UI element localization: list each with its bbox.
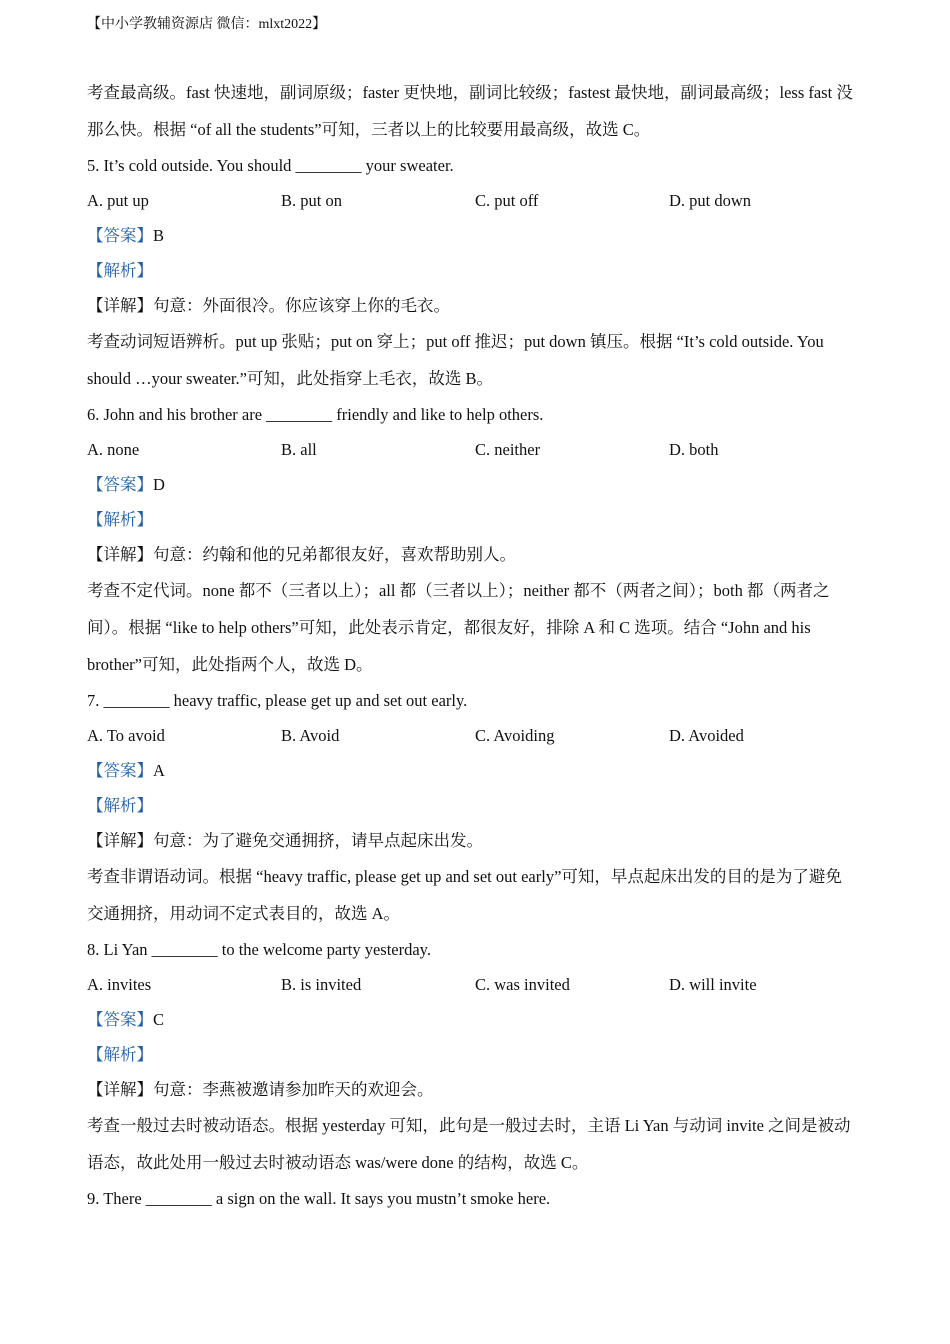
question-7-options (87, 718, 863, 753)
option-b: B. put on (281, 191, 342, 210)
answer-row (87, 753, 863, 788)
explanation-line: should …your sweater.”可知，此处指穿上毛衣，故选 B。 (87, 369, 494, 388)
detail-meaning: 句意：为了避免交通拥挤，请早点起床出发。 (153, 831, 483, 850)
option-c: C. put off (475, 191, 539, 210)
explanation-line: 考查非谓语动词。根据 “heavy traffic, please get up and set out early”可知，早点起床出发的目的是为了避免 (87, 867, 842, 886)
option-c: C. was invited (475, 975, 570, 994)
option-a: A. invites (87, 975, 152, 994)
detail-row (87, 537, 863, 572)
analysis-label: 【解析】 (87, 261, 153, 280)
analysis-label: 【解析】 (87, 796, 153, 815)
explanation-line: 考查动词短语辨析。put up 张贴；put on 穿上；put off 推迟；put down 镇压。根据 “It’s cold outside. You (87, 332, 824, 351)
option-b: B. all (281, 440, 317, 459)
option-d: D. will invite (669, 975, 757, 994)
analysis-row (87, 1037, 863, 1072)
question-9-stem: 9. There ________ a sign on the wall. It says you mustn’t smoke here. (87, 1189, 551, 1208)
answer-value: B (153, 226, 165, 245)
intro-line: 考查最高级。fast 快速地，副词原级；faster 更快地，副词比较级；fastest 最快地，副词最高级；less fast 没 (87, 83, 853, 102)
explanation-line: 考查不定代词。none 都不（三者以上）；all 都（三者以上）；neither 都不（两者之间）；both 都（两者之 (87, 581, 830, 600)
question-5-options (87, 183, 863, 218)
document-body (87, 74, 863, 1216)
answer-label: 【答案】 (87, 475, 153, 494)
analysis-row (87, 253, 863, 288)
option-d: D. both (669, 440, 719, 459)
answer-label: 【答案】 (87, 1010, 153, 1029)
analysis-label: 【解析】 (87, 510, 153, 529)
detail-meaning: 句意：外面很冷。你应该穿上你的毛衣。 (153, 296, 450, 315)
question-8-options (87, 967, 863, 1002)
option-c: C. neither (475, 440, 541, 459)
option-d: D. put down (669, 191, 752, 210)
detail-label: 【详解】 (87, 831, 153, 850)
option-b: B. is invited (281, 975, 362, 994)
explanation-line: 交通拥挤，用动词不定式表目的，故选 A。 (87, 904, 401, 923)
intro-line: 那么快。根据 “of all the students”可知，三者以上的比较要用最高级，故选 C。 (87, 120, 651, 139)
answer-label: 【答案】 (87, 226, 153, 245)
explanation-line: 考查一般过去时被动语态。根据 yesterday 可知，此句是一般过去时，主语 Li Yan 与动词 invite 之间是被动 (87, 1116, 851, 1135)
analysis-row (87, 502, 863, 537)
question-7-stem: 7. ________ heavy traffic, please get up and set out early. (87, 691, 468, 710)
explanation-line: 间）。根据 “like to help others”可知，此处表示肯定，都很友好，排除 A 和 C 选项。结合 “John and his (87, 618, 811, 637)
detail-label: 【详解】 (87, 545, 153, 564)
option-b: B. Avoid (281, 726, 340, 745)
option-d: D. Avoided (669, 726, 744, 745)
detail-row (87, 288, 863, 323)
question-5-stem: 5. It’s cold outside. You should ________ your sweater. (87, 156, 454, 175)
detail-meaning: 句意：李燕被邀请参加昨天的欢迎会。 (153, 1080, 434, 1099)
answer-row (87, 218, 863, 253)
option-c: C. Avoiding (475, 726, 555, 745)
question-6-options (87, 432, 863, 467)
detail-row (87, 1072, 863, 1107)
page-header: 【中小学教辅资源店 微信：mlxt2022】 (87, 17, 327, 32)
option-a: A. To avoid (87, 726, 165, 745)
detail-meaning: 句意：约翰和他的兄弟都很友好，喜欢帮助别人。 (153, 545, 516, 564)
answer-value: A (153, 761, 165, 780)
explanation-line: 语态，故此处用一般过去时被动语态 was/were done 的结构，故选 C。 (87, 1153, 589, 1172)
answer-row (87, 467, 863, 502)
detail-label: 【详解】 (87, 1080, 153, 1099)
option-a: A. put up (87, 191, 149, 210)
explanation-line: brother”可知，此处指两个人，故选 D。 (87, 655, 373, 674)
question-6-stem: 6. John and his brother are ________ friendly and like to help others. (87, 405, 544, 424)
analysis-row (87, 788, 863, 823)
detail-label: 【详解】 (87, 296, 153, 315)
detail-row (87, 823, 863, 858)
answer-value: C (153, 1010, 165, 1029)
question-8-stem: 8. Li Yan ________ to the welcome party yesterday. (87, 940, 431, 959)
analysis-label: 【解析】 (87, 1045, 153, 1064)
option-a: A. none (87, 440, 140, 459)
answer-value: D (153, 475, 165, 494)
answer-row (87, 1002, 863, 1037)
answer-label: 【答案】 (87, 761, 153, 780)
